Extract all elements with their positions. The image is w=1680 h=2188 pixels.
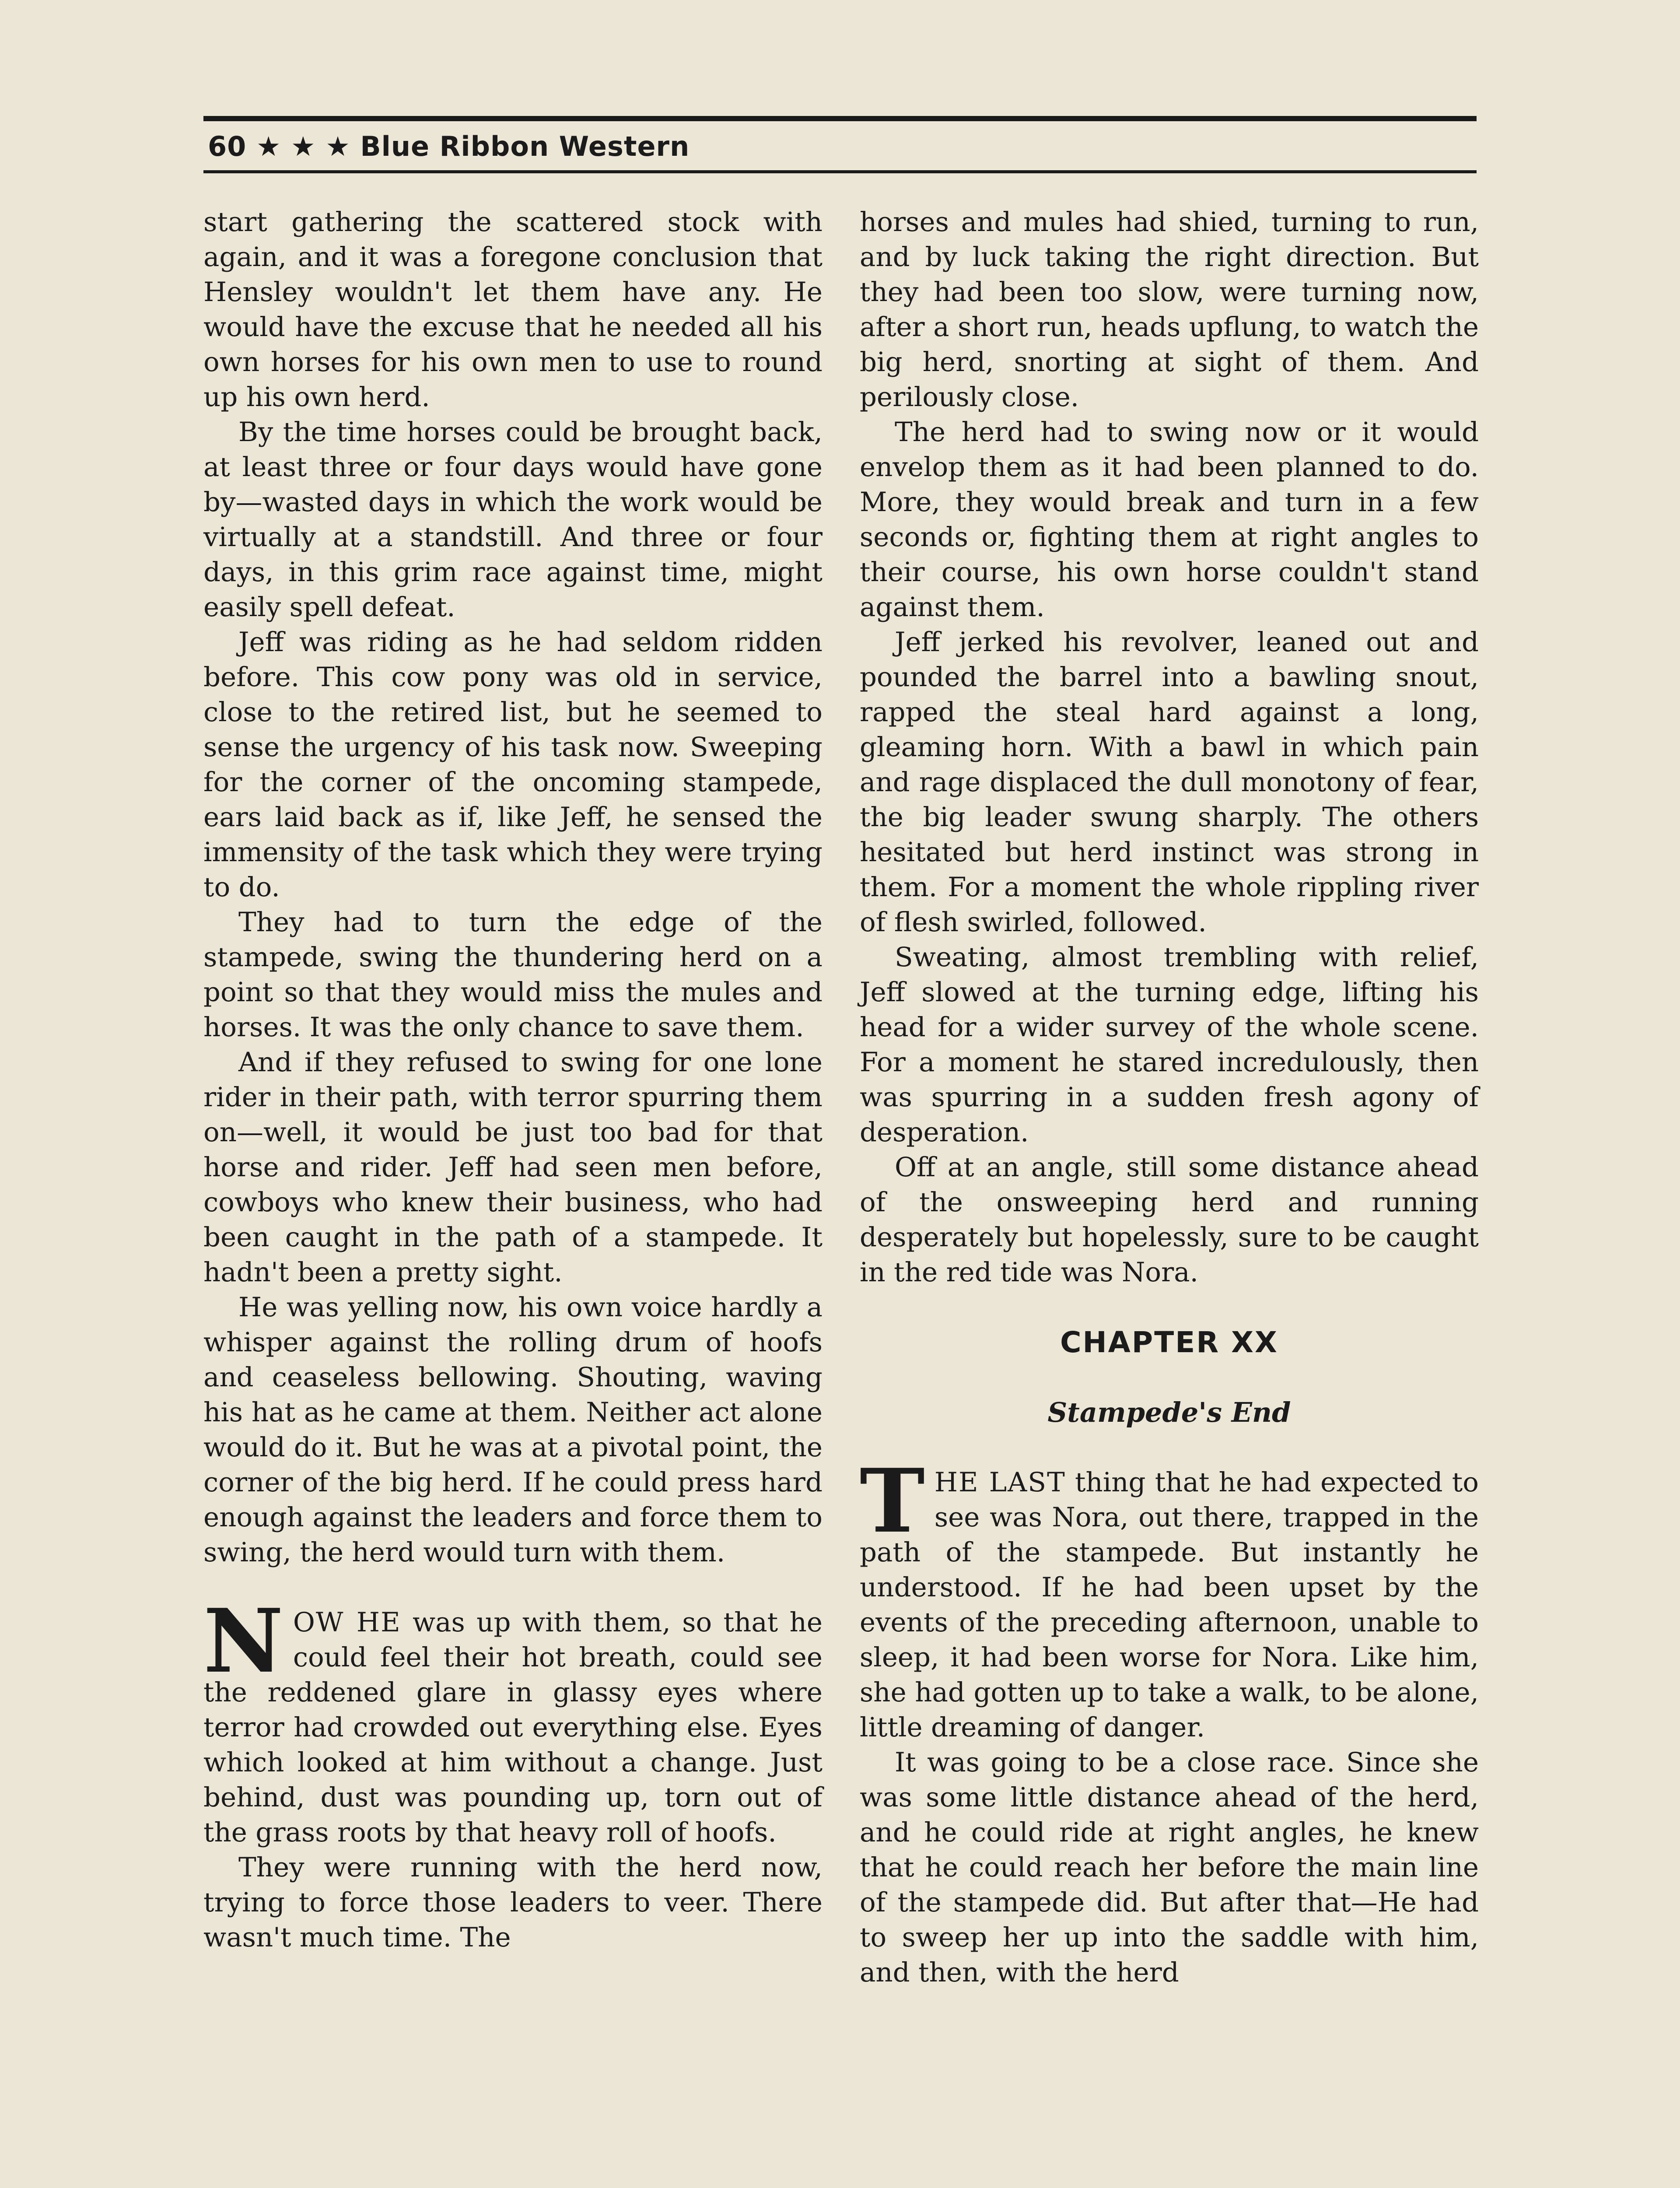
- left-column: [203, 205, 822, 1955]
- paragraph: And if they refused to swing for one lone rider in their path, with terror spurring them on—well, it would be just too bad for that horse and rider. Jeff had seen men before, cowboys who knew their business, who had been caught in the path of a stampede. It hadn't been a pretty sight.: [203, 1047, 822, 1288]
- paragraph: start gathering the scattered stock with again, and it was a foregone conclusion that Hensley wouldn't let them have any. He would have the excuse that he needed all his own horses for his own men to use to round up his own herd.: [203, 207, 822, 413]
- paragraph: They had to turn the edge of the stampede, swing the thundering herd on a point so that they would miss the mules and horses. It was the only chance to save them.: [203, 907, 822, 1043]
- lead-in-caps: HE LAST: [934, 1467, 1066, 1498]
- paragraph-text: was up with them, so that he could feel their hot breath, could see the reddened glare in glassy eyes where terror had crowded out everything else. Eyes which looked at him without a change. Just behind, dust was pounding up, torn out of the grass roots by that heavy roll of hoofs.: [203, 1607, 822, 1848]
- paragraph: Jeff jerked his revolver, leaned out and pounded the barrel into a bawling snout, rapped the steal hard against a long, gleaming horn. With a bawl in which pain and rage displaced the dull monotony of fear, the big leader swung sharply. The others hesitated but herd instinct was strong in them. For a moment the whole rippling river of flesh swirled, followed.: [860, 627, 1479, 938]
- paragraph: horses and mules had shied, turning to run, and by luck taking the right direction. But they had been too slow, were turning now, after a short run, heads upflung, to watch the big herd, snorting at sight of them. And perilously close.: [860, 207, 1479, 413]
- page-header: [203, 116, 1477, 177]
- chapter-title: CHAPTER XX: [1060, 1325, 1278, 1359]
- drop-cap: T: [860, 1450, 925, 1553]
- chapter-subtitle: Stampede's End: [1047, 1396, 1291, 1428]
- paragraph: He was yelling now, his own voice hardly a whisper against the rolling drum of hoofs and ceaseless bellowing. Shouting, waving his hat as he came at them. Neither act alone would do it. But he was at a pivotal point, the corner of the big herd. If he could press hard enough against the leaders and force them to swing, the herd would turn with them.: [203, 1292, 822, 1568]
- drop-cap: N: [203, 1590, 284, 1693]
- paragraph: By the time horses could be brought back, at least three or four days would have gone by—wasted days in which the work would be virtually at a standstill. And three or four days, in this grim race against time, might easily spell defeat.: [203, 417, 822, 623]
- section-paragraph: [203, 1590, 822, 1850]
- chapter-opening-paragraph: [860, 1450, 1479, 1745]
- paragraph: The herd had to swing now or it would envelop them as it had been planned to do. More, they would break and turn in a few seconds or, fighting them at right angles to their course, his own horse couldn't stand against them.: [860, 417, 1479, 623]
- paragraph: Sweating, almost trembling with relief, Jeff slowed at the turning edge, lifting his head for a wider survey of the whole scene. For a moment he stared incredulously, then was spurring in a sudden fresh agony of desperation.: [860, 942, 1479, 1148]
- paragraph: They were running with the herd now, trying to force those leaders to veer. There wasn't much time. The: [203, 1852, 822, 1953]
- header-rule-top: [203, 116, 1477, 121]
- paragraph: Off at an angle, still some distance ahead of the onsweeping herd and running desperately but hopelessly, sure to be caught in the red tide was Nora.: [860, 1152, 1479, 1288]
- right-column: [860, 205, 1479, 1990]
- paragraph-text: thing that he had expected to see was Nora, out there, trapped in the path of the stampede. But instantly he understood. If he had been upset by the events of the preceding afternoon, unable to sleep, it had been worse for Nora. Like him, she had gotten up to take a walk, to be alone, little dreaming of danger.: [860, 1467, 1479, 1743]
- lead-in-caps: OW HE: [293, 1607, 401, 1638]
- running-head: 60 ★ ★ ★ Blue Ribbon Western: [208, 130, 690, 162]
- paragraph: It was going to be a close race. Since she was some little distance ahead of the herd, and he could ride at right angles, he knew that he could reach her before the main line of the stampede did. But after that—He had to sweep her up into the saddle with him, and then, with the herd: [860, 1747, 1479, 1988]
- paragraph: Jeff was riding as he had seldom ridden before. This cow pony was old in service, close to the retired list, but he seemed to sense the urgency of his task now. Sweeping for the corner of the oncoming stampede, ears laid back as if, like Jeff, he sensed the immensity of the task which they were trying to do.: [203, 627, 822, 903]
- header-rule-bottom: [203, 170, 1477, 173]
